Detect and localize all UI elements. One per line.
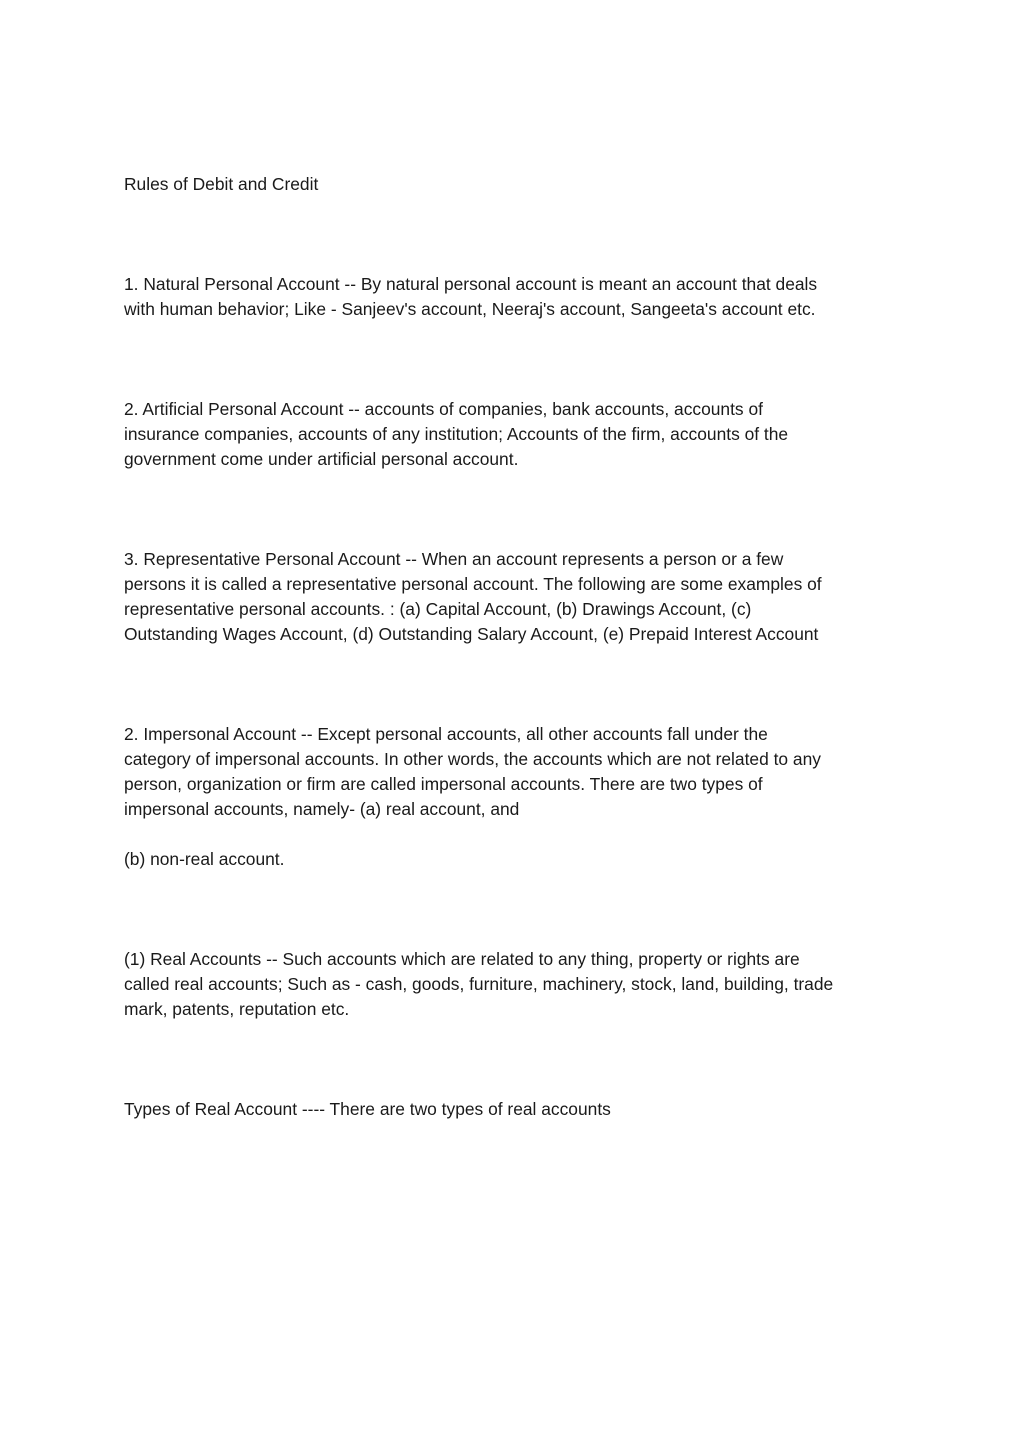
document-title: Rules of Debit and Credit (124, 174, 319, 194)
paragraph-line: called real accounts; Such as - cash, goods, furniture, machinery, stock, land, building, trade (124, 974, 834, 994)
paragraph-line: insurance companies, accounts of any institution; Accounts of the firm, accounts of the (124, 424, 789, 444)
paragraph-line: government come under artificial personal account. (124, 449, 519, 469)
paragraph-line: person, organization or firm are called impersonal accounts. There are two types of (124, 774, 763, 794)
paragraph-line: representative personal accounts. : (a) Capital Account, (b) Drawings Account, (c) (124, 599, 752, 619)
paragraph-line: category of impersonal accounts. In other words, the accounts which are not related to any (124, 749, 821, 769)
paragraph-line: persons it is called a representative personal account. The following are some examples of (124, 574, 822, 594)
paragraph-non-real-account: (b) non-real account. (124, 849, 285, 869)
paragraph-line: (1) Real Accounts -- Such accounts which are related to any thing, property or rights are (124, 949, 800, 969)
paragraph-line: with human behavior; Like - Sanjeev's account, Neeraj's account, Sangeeta's account etc. (124, 299, 816, 319)
paragraph-line: impersonal accounts, namely- (a) real account, and (124, 799, 520, 819)
paragraph-line: 3. Representative Personal Account -- When an account represents a person or a few (124, 549, 784, 569)
paragraph-types-of-real-account: Types of Real Account ---- There are two types of real accounts (124, 1099, 611, 1119)
paragraph-line: 2. Artificial Personal Account -- accounts of companies, bank accounts, accounts of (124, 399, 763, 419)
paragraph-line: mark, patents, reputation etc. (124, 999, 350, 1019)
paragraph-line: Outstanding Wages Account, (d) Outstanding Salary Account, (e) Prepaid Interest Account (124, 624, 819, 644)
paragraph-line: 1. Natural Personal Account -- By natural personal account is meant an account that deals (124, 274, 818, 294)
paragraph-line: 2. Impersonal Account -- Except personal accounts, all other accounts fall under the (124, 724, 768, 744)
